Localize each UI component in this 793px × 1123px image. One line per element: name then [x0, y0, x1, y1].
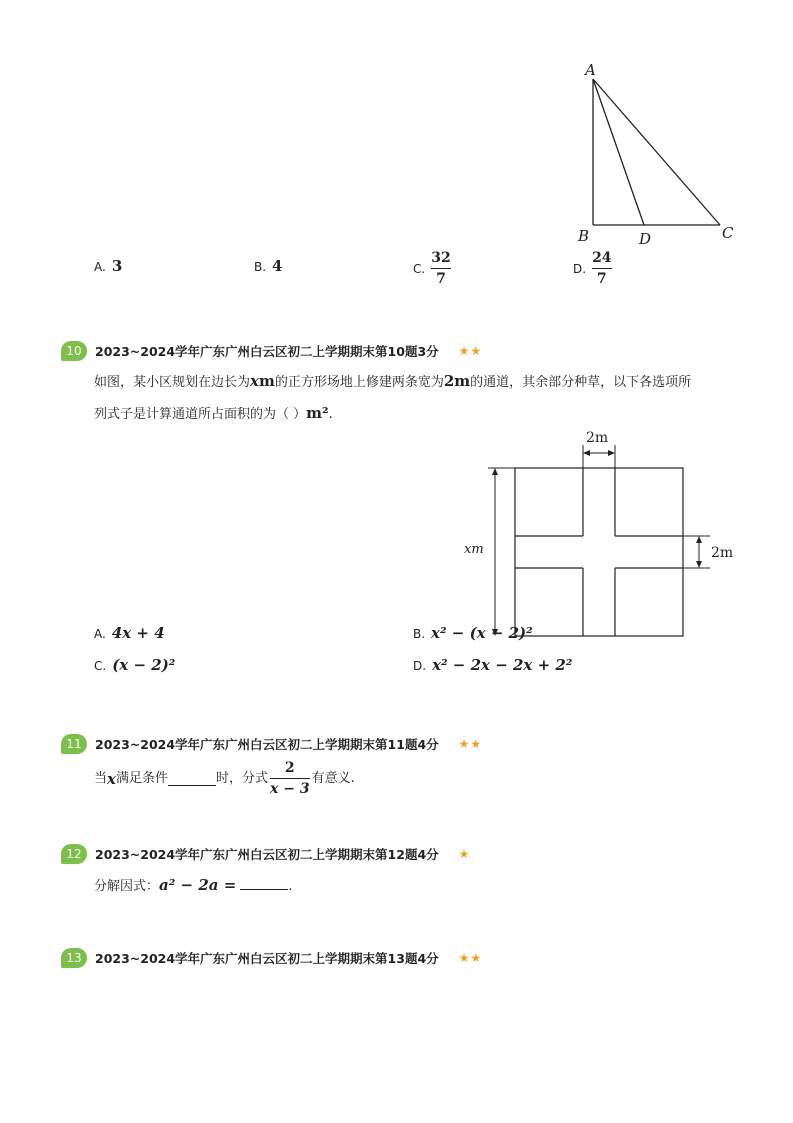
- answer-blank[interactable]: [240, 875, 288, 890]
- question-source: 2023~2024学年广东广州白云区初二上学期期末第12题4分: [95, 847, 439, 862]
- question-source: 2023~2024学年广东广州白云区初二上学期期末第10题3分: [95, 344, 439, 359]
- triangle-figure: [560, 55, 760, 255]
- q9-option-a[interactable]: [94, 257, 122, 275]
- fraction-denominator: x − 3: [270, 781, 310, 797]
- question-source: 2023~2024学年广东广州白云区初二上学期期末第11题4分: [95, 737, 439, 752]
- q10-option-b[interactable]: [413, 624, 533, 642]
- question-header-10: [61, 340, 482, 362]
- left-length-label: xm: [464, 542, 484, 557]
- question-10-text: [94, 366, 744, 430]
- question-10-line-2: 列式子是计算通道所占面积的为（ ）m².: [94, 404, 333, 422]
- question-number-badge: 13: [61, 948, 87, 968]
- question-header-12: [61, 843, 470, 865]
- option-label: A.: [94, 627, 106, 641]
- fraction-numerator: 24: [592, 250, 612, 266]
- fraction-numerator: 32: [431, 250, 451, 266]
- point-c-label: C: [722, 224, 734, 242]
- point-d-label: D: [639, 230, 652, 248]
- answer-blank[interactable]: [168, 771, 216, 786]
- q10-option-d[interactable]: [413, 656, 572, 674]
- right-width-label: 2m: [711, 545, 734, 561]
- option-label: D.: [573, 261, 587, 276]
- difficulty-stars: ★★: [458, 737, 483, 751]
- question-11-text: 当 x 满足条件 时，分式 $\frac{2}{x - 3}$ 有意义.: [94, 760, 355, 797]
- option-label: C.: [413, 261, 426, 276]
- option-value: x² − 2x − 2x + 2²: [432, 656, 573, 674]
- question-10-line-1: 如图，某小区规划在边长为xm的正方形场地上修建两条宽为2m的通道，其余部分种草，以下各选项所: [94, 372, 692, 390]
- q10-option-a[interactable]: [94, 624, 165, 642]
- option-value: x² − (x − 2)²: [431, 624, 533, 642]
- option-fraction: [431, 250, 450, 287]
- square-path-figure: [455, 425, 755, 645]
- question-header-11: [61, 733, 482, 755]
- question-header-13: [61, 947, 482, 969]
- difficulty-stars: ★: [458, 847, 471, 861]
- point-b-label: B: [578, 227, 590, 245]
- difficulty-stars: ★★: [458, 344, 483, 358]
- question-12-text: 分解因式：a² − 2a = .: [94, 876, 293, 894]
- option-value: 3: [111, 257, 123, 275]
- question-number-badge: 12: [61, 844, 87, 864]
- option-value: (x − 2)²: [112, 656, 176, 674]
- option-label: B.: [254, 260, 267, 274]
- difficulty-stars: ★★: [458, 951, 483, 965]
- option-label: B.: [413, 627, 426, 641]
- option-value: 4: [272, 257, 283, 275]
- top-width-label: 2m: [586, 430, 609, 446]
- option-fraction: [592, 250, 611, 287]
- option-label: C.: [94, 659, 107, 673]
- question-number-badge: 11: [61, 734, 87, 754]
- q10-option-c[interactable]: [94, 656, 175, 674]
- q9-option-c[interactable]: [413, 250, 451, 287]
- option-label: D.: [413, 659, 427, 673]
- option-value: 4x + 4: [111, 624, 165, 642]
- q9-option-d[interactable]: [573, 250, 612, 287]
- fraction-numerator: 2: [284, 760, 295, 776]
- option-label: A.: [94, 260, 106, 274]
- q9-option-b[interactable]: [254, 257, 282, 275]
- question-source: 2023~2024学年广东广州白云区初二上学期期末第13题4分: [95, 951, 439, 966]
- point-a-label: A: [585, 61, 596, 79]
- fraction: [270, 760, 310, 797]
- fraction-denominator: 7: [436, 271, 446, 287]
- question-number-badge: 10: [61, 341, 87, 361]
- fraction-denominator: 7: [596, 271, 607, 287]
